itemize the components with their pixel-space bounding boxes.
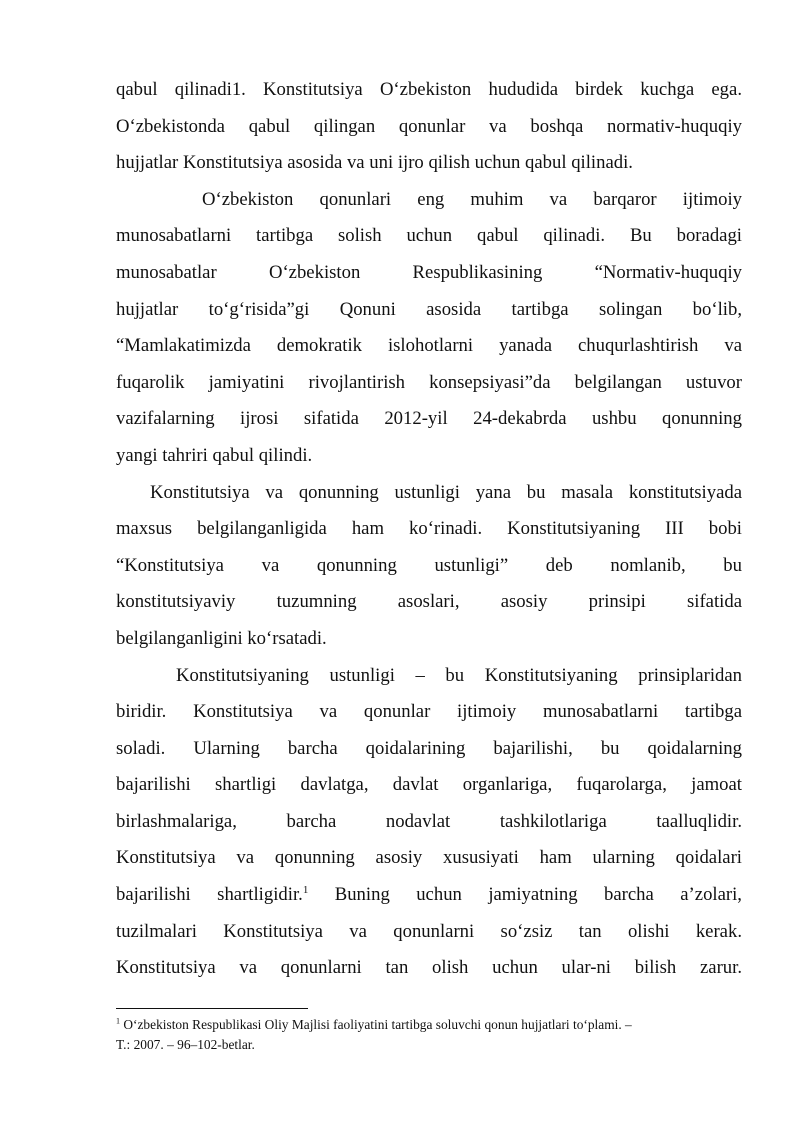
text-line: biridir. Konstitutsiya va qonunlar ijtimoiy munosabatlarni tartibga bbox=[116, 701, 742, 723]
footnote bbox=[116, 1015, 742, 1055]
text-line: tuzilmalari Konstitutsiya va qonunlarni so‘zsiz tan olishi kerak. bbox=[116, 920, 742, 942]
footnote-text: O‘zbekiston Respublikasi Oliy Majlisi faoliyatini tartibga soluvchi qonun hujjatlari to‘plami. – bbox=[123, 1017, 632, 1032]
text-line-with-footnote bbox=[116, 877, 742, 914]
text-line: yangi tahriri qabul qilindi. bbox=[116, 444, 313, 466]
text-line: soladi. Ularning barcha qoidalarining bajarilishi, bu qoidalarning bbox=[116, 737, 742, 759]
text-line: vazifalarning ijrosi sifatida 2012-yil 24-dekabrda ushbu qonunning bbox=[116, 408, 742, 430]
footnote-separator bbox=[116, 1008, 308, 1009]
text-line: bajarilishi shartligi davlatga, davlat organlariga, fuqarolarga, jamoat bbox=[116, 774, 742, 796]
text-line: O‘zbekiston qonunlari eng muhim va barqaror ijtimoiy bbox=[202, 188, 742, 210]
text-line: “Mamlakatimizda demokratik islohotlarni yanada chuqurlashtirish va bbox=[116, 335, 742, 357]
document-body bbox=[116, 72, 742, 987]
text-line: qabul qilinadi1. Konstitutsiya O‘zbekiston hududida birdek kuchga ega. bbox=[116, 79, 742, 100]
text-line: Konstitutsiya va qonunning ustunligi yana bu masala konstitutsiyada bbox=[150, 481, 742, 503]
footnote-line: T.: 2007. – 96–102-betlar. bbox=[116, 1037, 255, 1052]
footnote-mark: 1 bbox=[116, 1016, 120, 1026]
text-line: birlashmalariga, barcha nodavlat tashkilotlariga taalluqlidir. bbox=[116, 810, 742, 832]
text-line: munosabatlarni tartibga solish uchun qabul qilinadi. Bu boradagi bbox=[116, 225, 742, 247]
text-line: konstitutsiyaviy tuzumning asoslari, asosiy prinsipi sifatida bbox=[116, 591, 742, 613]
text-line: Konstitutsiyaning ustunligi – bu Konstitutsiyaning prinsiplaridan bbox=[176, 664, 742, 686]
text-line: Konstitutsiya va qonunning asosiy xususiyati ham ularning qoidalari bbox=[116, 847, 742, 869]
text-line: fuqarolik jamiyatini rivojlantirish konsepsiyasi”da belgilangan ustuvor bbox=[116, 371, 742, 393]
footnote-reference[interactable]: 1 bbox=[302, 883, 309, 896]
footnote-line bbox=[116, 1015, 742, 1035]
text-line: maxsus belgilanganligida ham ko‘rinadi. Konstitutsiyaning III bobi bbox=[116, 518, 742, 540]
text-line: Konstitutsiya va qonunlarni tan olish uchun ular-ni bilish zarur. bbox=[116, 957, 742, 979]
text-line: “Konstitutsiya va qonunning ustunligi” deb nomlanib, bu bbox=[116, 554, 742, 576]
text-segment: Buning uchun jamiyatning barcha a’zolari, bbox=[334, 884, 742, 906]
text-line: O‘zbekistonda qabul qilingan qonunlar va boshqa normativ-huquqiy bbox=[116, 115, 742, 137]
text-line: munosabatlar O‘zbekiston Respublikasining “Normativ-huquqiy bbox=[116, 261, 742, 283]
text-line: hujjatlar to‘g‘risida”gi Qonuni asosida tartibga solingan bo‘lib, bbox=[116, 298, 742, 320]
text-line: belgilanganligini ko‘rsatadi. bbox=[116, 627, 327, 649]
text-segment: bajarilishi shartligidir. bbox=[116, 884, 303, 906]
text-line: hujjatlar Konstitutsiya asosida va uni ijro qilish uchun qabul qilinadi. bbox=[116, 152, 633, 174]
